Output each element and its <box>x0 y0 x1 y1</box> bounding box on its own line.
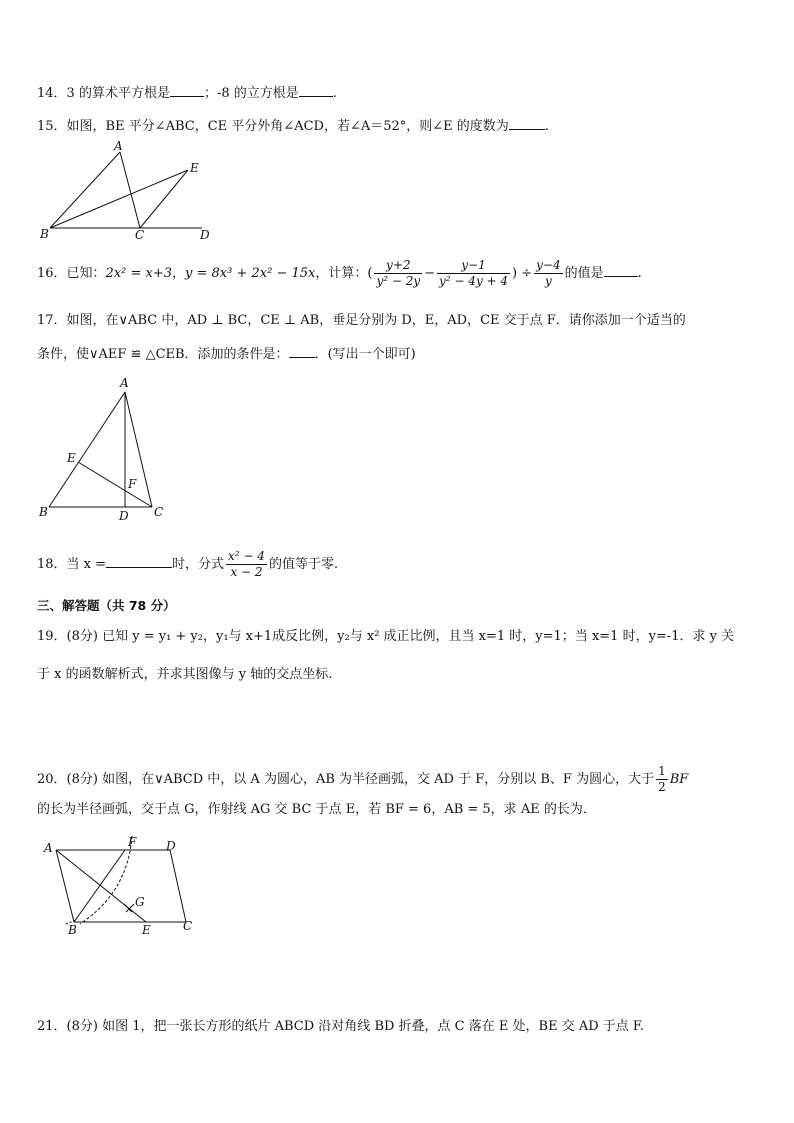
q17-blank[interactable] <box>289 345 315 358</box>
q14-text-c: . <box>332 86 337 101</box>
q18-numerator: x² − 4 <box>228 549 265 563</box>
q16-eq1: 2x² = x+3 <box>105 266 173 281</box>
q18-text-a: 18．当 x = <box>37 557 107 572</box>
q17-text-b: ．(写出一个即可) <box>314 347 416 362</box>
fig15-label-d: D <box>200 228 210 242</box>
fig15-label-b: B <box>40 227 49 241</box>
fig15-segment-ac <box>120 152 140 228</box>
q14-text-a: 14．3 的算术平方根是 <box>37 86 170 101</box>
fig17-altitude-ce <box>78 462 152 507</box>
q20-text-a: 20．(8分) 如图，在∨ABCD 中，以 A 为圆心，AB 为半径画弧，交 AD 于 F，分别以 B、F 为圆心，大于 <box>37 772 655 787</box>
q16-f1-numerator: y+2 <box>374 258 422 274</box>
fig20-label-e: E <box>142 923 151 937</box>
fig15-label-c: C <box>135 228 145 242</box>
q16-f2-numerator: y−1 <box>437 258 510 274</box>
question-14 <box>37 84 337 102</box>
q16-minus: − <box>424 266 436 281</box>
q20-half-denominator: 2 <box>658 780 666 794</box>
q16-div: ) ÷ <box>512 266 533 281</box>
q20-half <box>656 764 668 795</box>
fig20-ray-ae <box>56 850 146 922</box>
q16-fraction-3 <box>534 258 562 289</box>
fig15-segment-ba <box>50 152 120 228</box>
q14-blank-2[interactable] <box>299 84 333 97</box>
q18-fraction <box>226 549 267 580</box>
q15-text-a: 15．如图，BE 平分∠ABC，CE 平分外角∠ACD，若∠A＝52°，则∠E 的度数为 <box>37 119 509 134</box>
fig17-label-a: A <box>120 376 129 390</box>
question-19-line-1: 19．(8分) 已知 y = y₁ + y₂，y₁与 x+1成反比例，y₂与 x² 成正比例，且当 x=1 时，y=1；当 x=1 时，y=-1．求 y 关 <box>37 629 735 644</box>
fig20-arc-mark-1 <box>124 904 132 912</box>
fig15-segment-ce <box>140 170 188 228</box>
fig20-label-a: A <box>44 841 53 855</box>
q18-text-b: 时，分式 <box>172 557 225 572</box>
q15-blank[interactable] <box>509 117 545 130</box>
question-17-line-2 <box>37 345 416 363</box>
q18-text-c: 的值等于零. <box>268 557 339 572</box>
q16-f3-numerator: y−4 <box>536 258 561 272</box>
q16-f2-denominator: y² − 4y + 4 <box>439 274 509 288</box>
fig20-label-f: F <box>128 835 137 849</box>
fig20-label-b: B <box>68 923 77 937</box>
fig20-segment-dc <box>170 850 186 922</box>
q20-half-numerator: 1 <box>658 764 666 778</box>
q16-f3-denominator: y <box>545 274 552 288</box>
fig20-label-c: C <box>183 919 193 933</box>
q16-text-c: 的值是 <box>564 266 604 281</box>
fig15-label-e: E <box>190 161 199 175</box>
q20-text-b: BF <box>669 772 689 787</box>
fig20-arc <box>80 836 132 924</box>
fig15-label-a: A <box>114 140 123 153</box>
question-18 <box>37 548 338 582</box>
q14-text-b: ；-8 的立方根是 <box>203 86 299 101</box>
q18-blank[interactable] <box>106 555 172 568</box>
q18-denominator: x − 2 <box>230 565 263 579</box>
q14-blank-1[interactable] <box>170 84 204 97</box>
fig20-label-g: G <box>135 895 145 909</box>
q16-fraction-1 <box>374 258 422 289</box>
question-21-line-1: 21．(8分) 如图 1，把一张长方形的纸片 ABCD 沿对角线 BD 折叠，点 C 落在 E 处，BE 交 AD 于点 F. <box>37 1019 645 1034</box>
figure-17 <box>36 374 176 526</box>
question-20-line-1 <box>37 762 688 798</box>
q16-eq2: y = 8x³ + 2x² − 15x <box>185 266 316 281</box>
q16-text-b: ，计算：( <box>315 266 373 281</box>
fig17-label-b: B <box>39 505 48 519</box>
q16-text-d: . <box>637 266 642 281</box>
question-16: 16．已知：2x² = x+3，y = 8x³ + 2x² − 15x，计算：( $\frac{y+2}{\text{y² − 2y}}$ − $\frac{y-1}{\text{y² − 4y + 4}}$ ) ÷ $\frac{y-4}{y}$ 的值是 . <box>37 258 642 288</box>
question-15 <box>37 117 549 135</box>
question-20-line-2: 的长为半径画弧，交于点 G，作射线 AG 交 BC 于点 E，若 BF = 6，AB = 5，求 AE 的长为． <box>37 802 596 817</box>
question-17-line-1: 17．如图，在∨ABC 中，AD ⊥ BC，CE ⊥ AB，垂足分别为 D，E，AD，CE 交于点 F．请你添加一个适当的 <box>37 313 686 328</box>
figure-15 <box>36 140 226 242</box>
fig17-segment-ba <box>49 392 125 507</box>
q16-f1-denominator: y² − 2y <box>376 274 421 288</box>
figure-20 <box>40 832 200 938</box>
q16-blank[interactable] <box>604 264 638 277</box>
fig15-segment-be <box>50 170 188 228</box>
fig17-label-f: F <box>128 477 137 491</box>
fig17-label-c: C <box>154 505 164 519</box>
q16-fraction-2 <box>437 258 510 289</box>
q16-text-a: 16．已知： <box>37 266 106 281</box>
section-3-title: 三、解答题（共 78 分） <box>37 598 176 613</box>
question-19-line-2: 于 x 的函数解析式，并求其图像与 y 轴的交点坐标. <box>37 667 333 682</box>
q17-text-a: 条件，使∨AEF ≌ △CEB．添加的条件是： <box>37 347 289 362</box>
fig17-label-e: E <box>67 451 76 465</box>
fig20-label-d: D <box>166 839 176 853</box>
fig20-segment-ab <box>56 850 74 922</box>
q15-text-b: . <box>544 119 549 134</box>
fig17-label-d: D <box>119 509 129 523</box>
